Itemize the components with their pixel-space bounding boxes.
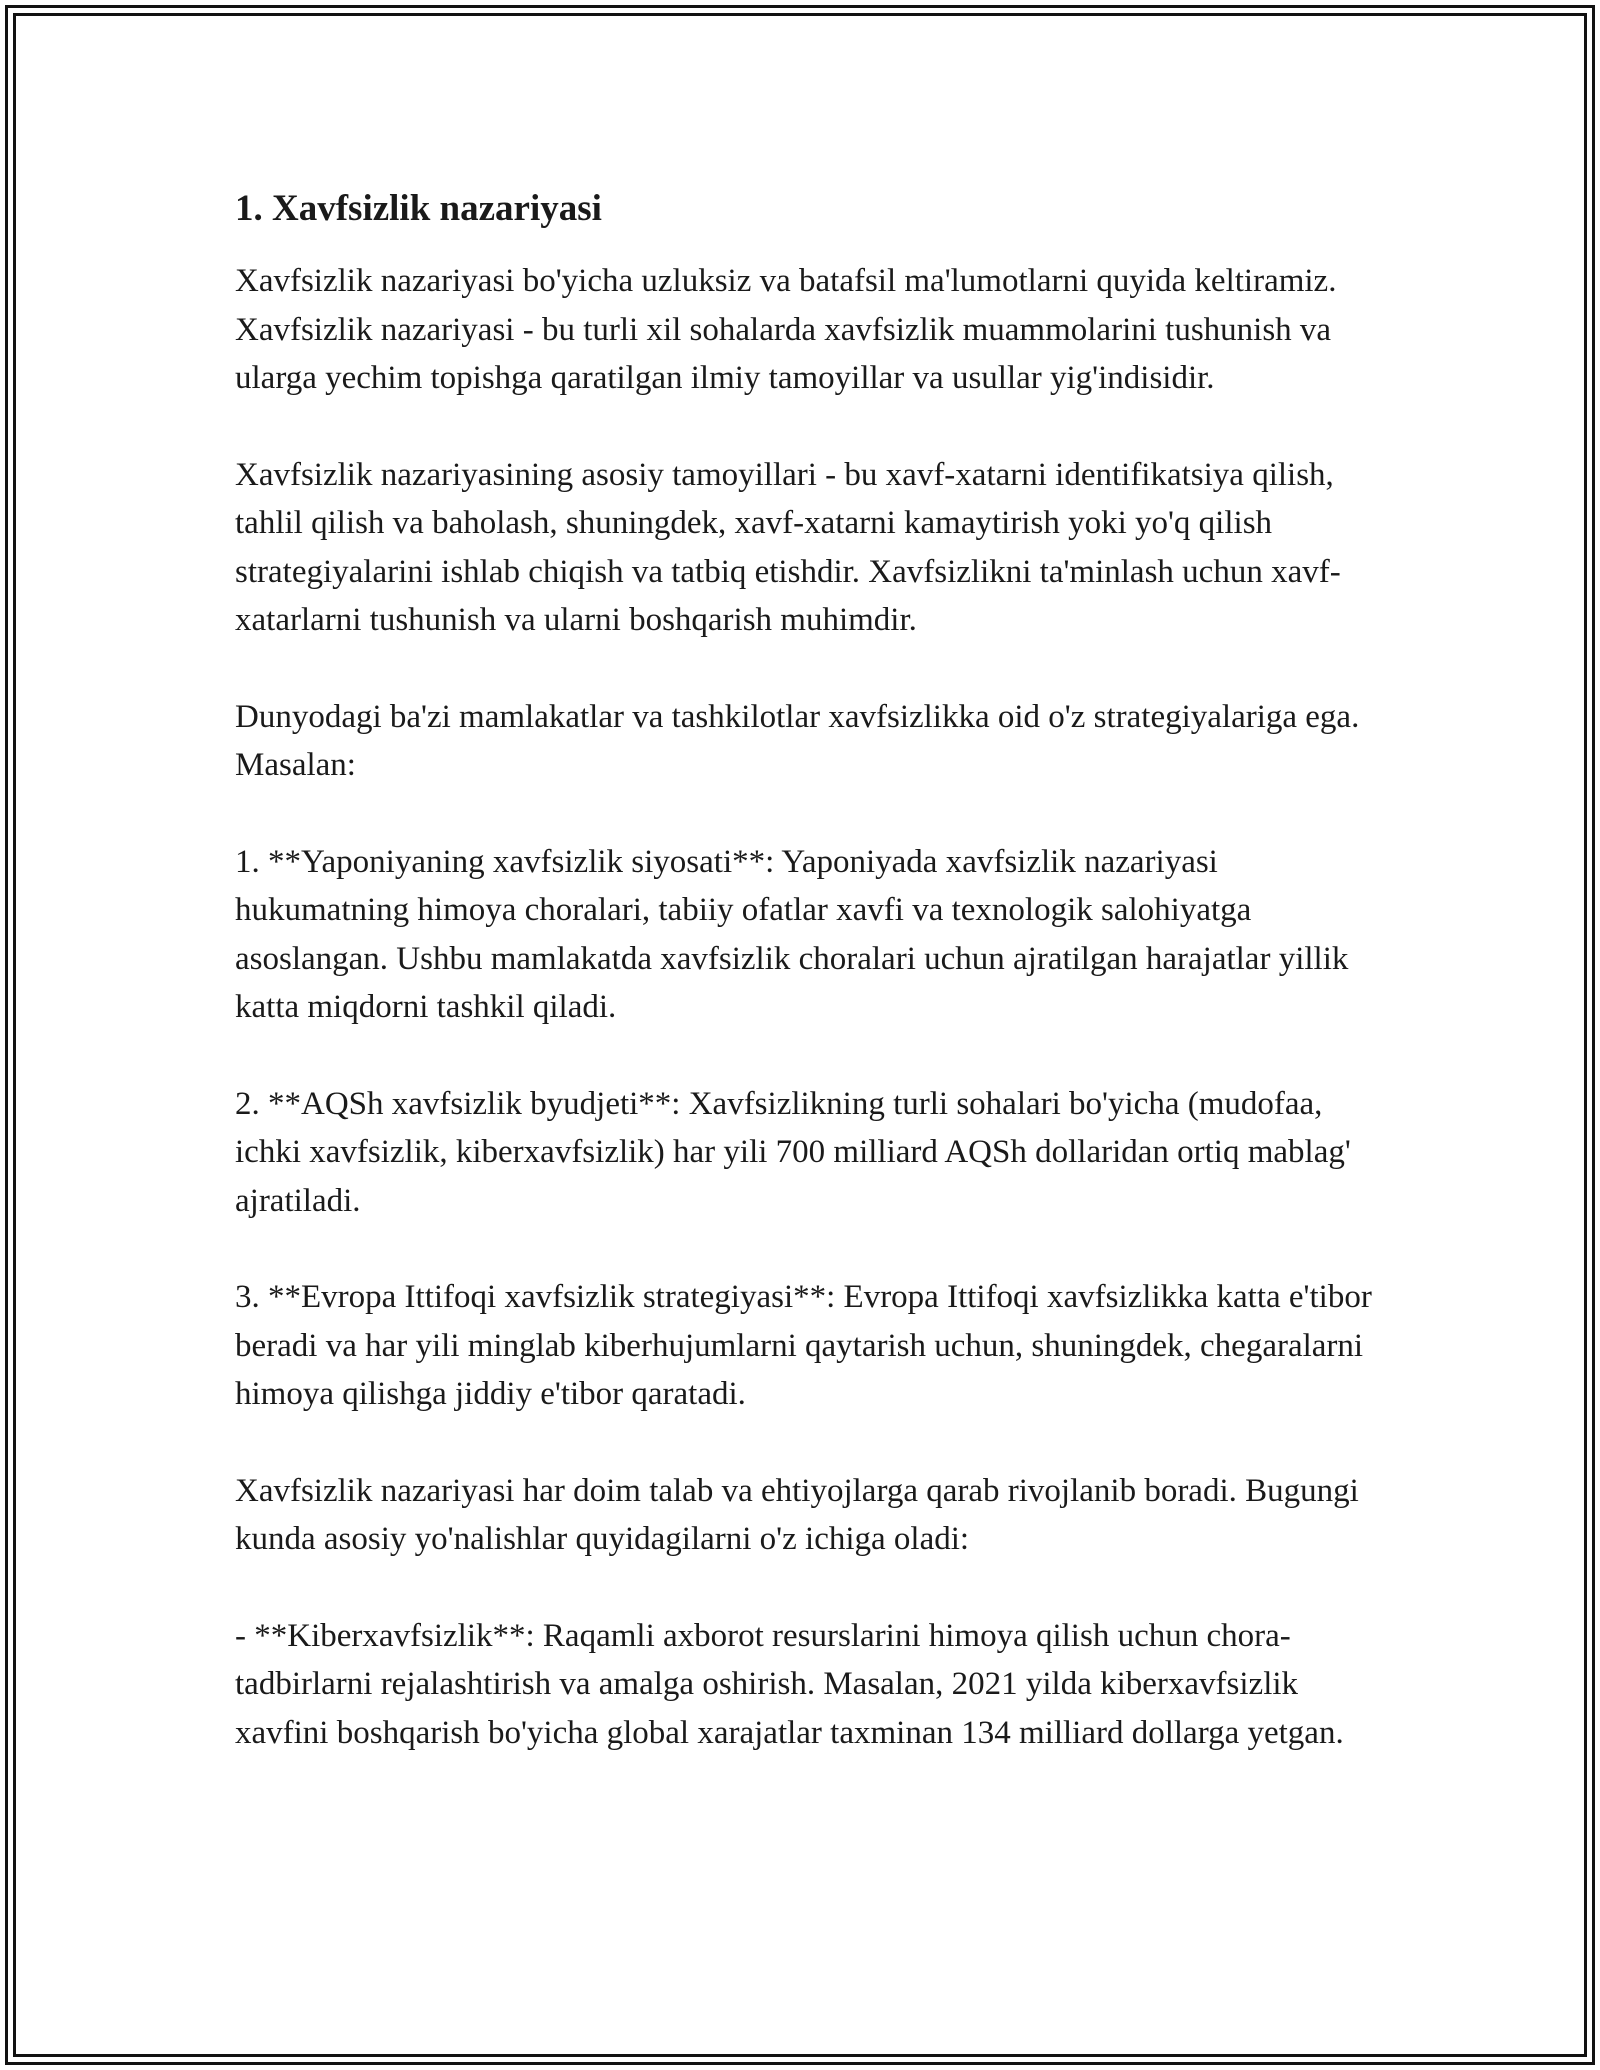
list-item-eu: 3. **Evropa Ittifoqi xavfsizlik strategiyasi**: Evropa Ittifoqi xavfsizlikka katta e'tibor beradi va har yili minglab kiberhujumlarni qaytarish uchun, shuningdek, chegaralarni himoya qilishga jiddiy e'tibor qaratadi. — [235, 1279, 1372, 1412]
examples-intro-paragraph: Dunyodagi ba'zi mamlakatlar va tashkilotlar xavfsizlikka oid o'z strategiyalariga ega. Masalan: — [235, 698, 1360, 783]
intro-paragraph: Xavfsizlik nazariyasi bo'yicha uzluksiz va batafsil ma'lumotlarni quyida keltiramiz. Xavfsizlik nazariyasi - bu turli xil sohalarda xavfsizlik muammolarini tushunish va ularga yechim topishga qaratilgan ilmiy tamoyillar va usullar yig'indisidir. — [235, 263, 1337, 396]
list-item-usa: 2. **AQSh xavfsizlik byudjeti**: Xavfsizlikning turli sohalari bo'yicha (mudofaa, ichki xavfsizlik, kiberxavfsizlik) har yili 700 milliard AQSh dollaridan ortiq mablag' ajratiladi. — [235, 1085, 1351, 1219]
document-body — [235, 185, 1385, 1757]
document-title: 1. Xavfsizlik nazariyasi — [235, 188, 602, 229]
directions-paragraph: Xavfsizlik nazariyasi har doim talab va ehtiyojlarga qarab rivojlanib boradi. Bugungi kunda asosiy yo'nalishlar quyidagilarni o'z ichiga oladi: — [235, 1472, 1359, 1557]
bullet-item-cybersecurity: - **Kiberxavfsizlik**: Raqamli axborot resurslarini himoya qilish uchun chora-tadbirlarni rejalashtirish va amalga oshirish. Masalan, 2021 yilda kiberxavfsizlik xavfini boshqarish bo'yicha global xarajatlar taxminan 134 milliard dollarga yetgan. — [235, 1617, 1344, 1751]
principles-paragraph: Xavfsizlik nazariyasining asosiy tamoyillari - bu xavf-xatarni identifikatsiya qilish, tahlil qilish va baholash, shuningdek, xavf-xatarni kamaytirish yoki yo'q qilish strategiyalarini ishlab chiqish va tatbiq etishdir. Xavfsizlikni ta'minlash uchun xavf-xatarlarni tushunish va ularni boshqarish muhimdir. — [235, 456, 1341, 638]
list-item-japan: 1. **Yaponiyaning xavfsizlik siyosati**: Yaponiyada xavfsizlik nazariyasi hukumatning himoya choralari, tabiiy ofatlar xavfi va texnologik salohiyatga asoslangan. Ushbu mamlakatda xavfsizlik choralari uchun ajratilgan harajatlar yillik katta miqdorni tashkil qiladi. — [235, 843, 1349, 1025]
